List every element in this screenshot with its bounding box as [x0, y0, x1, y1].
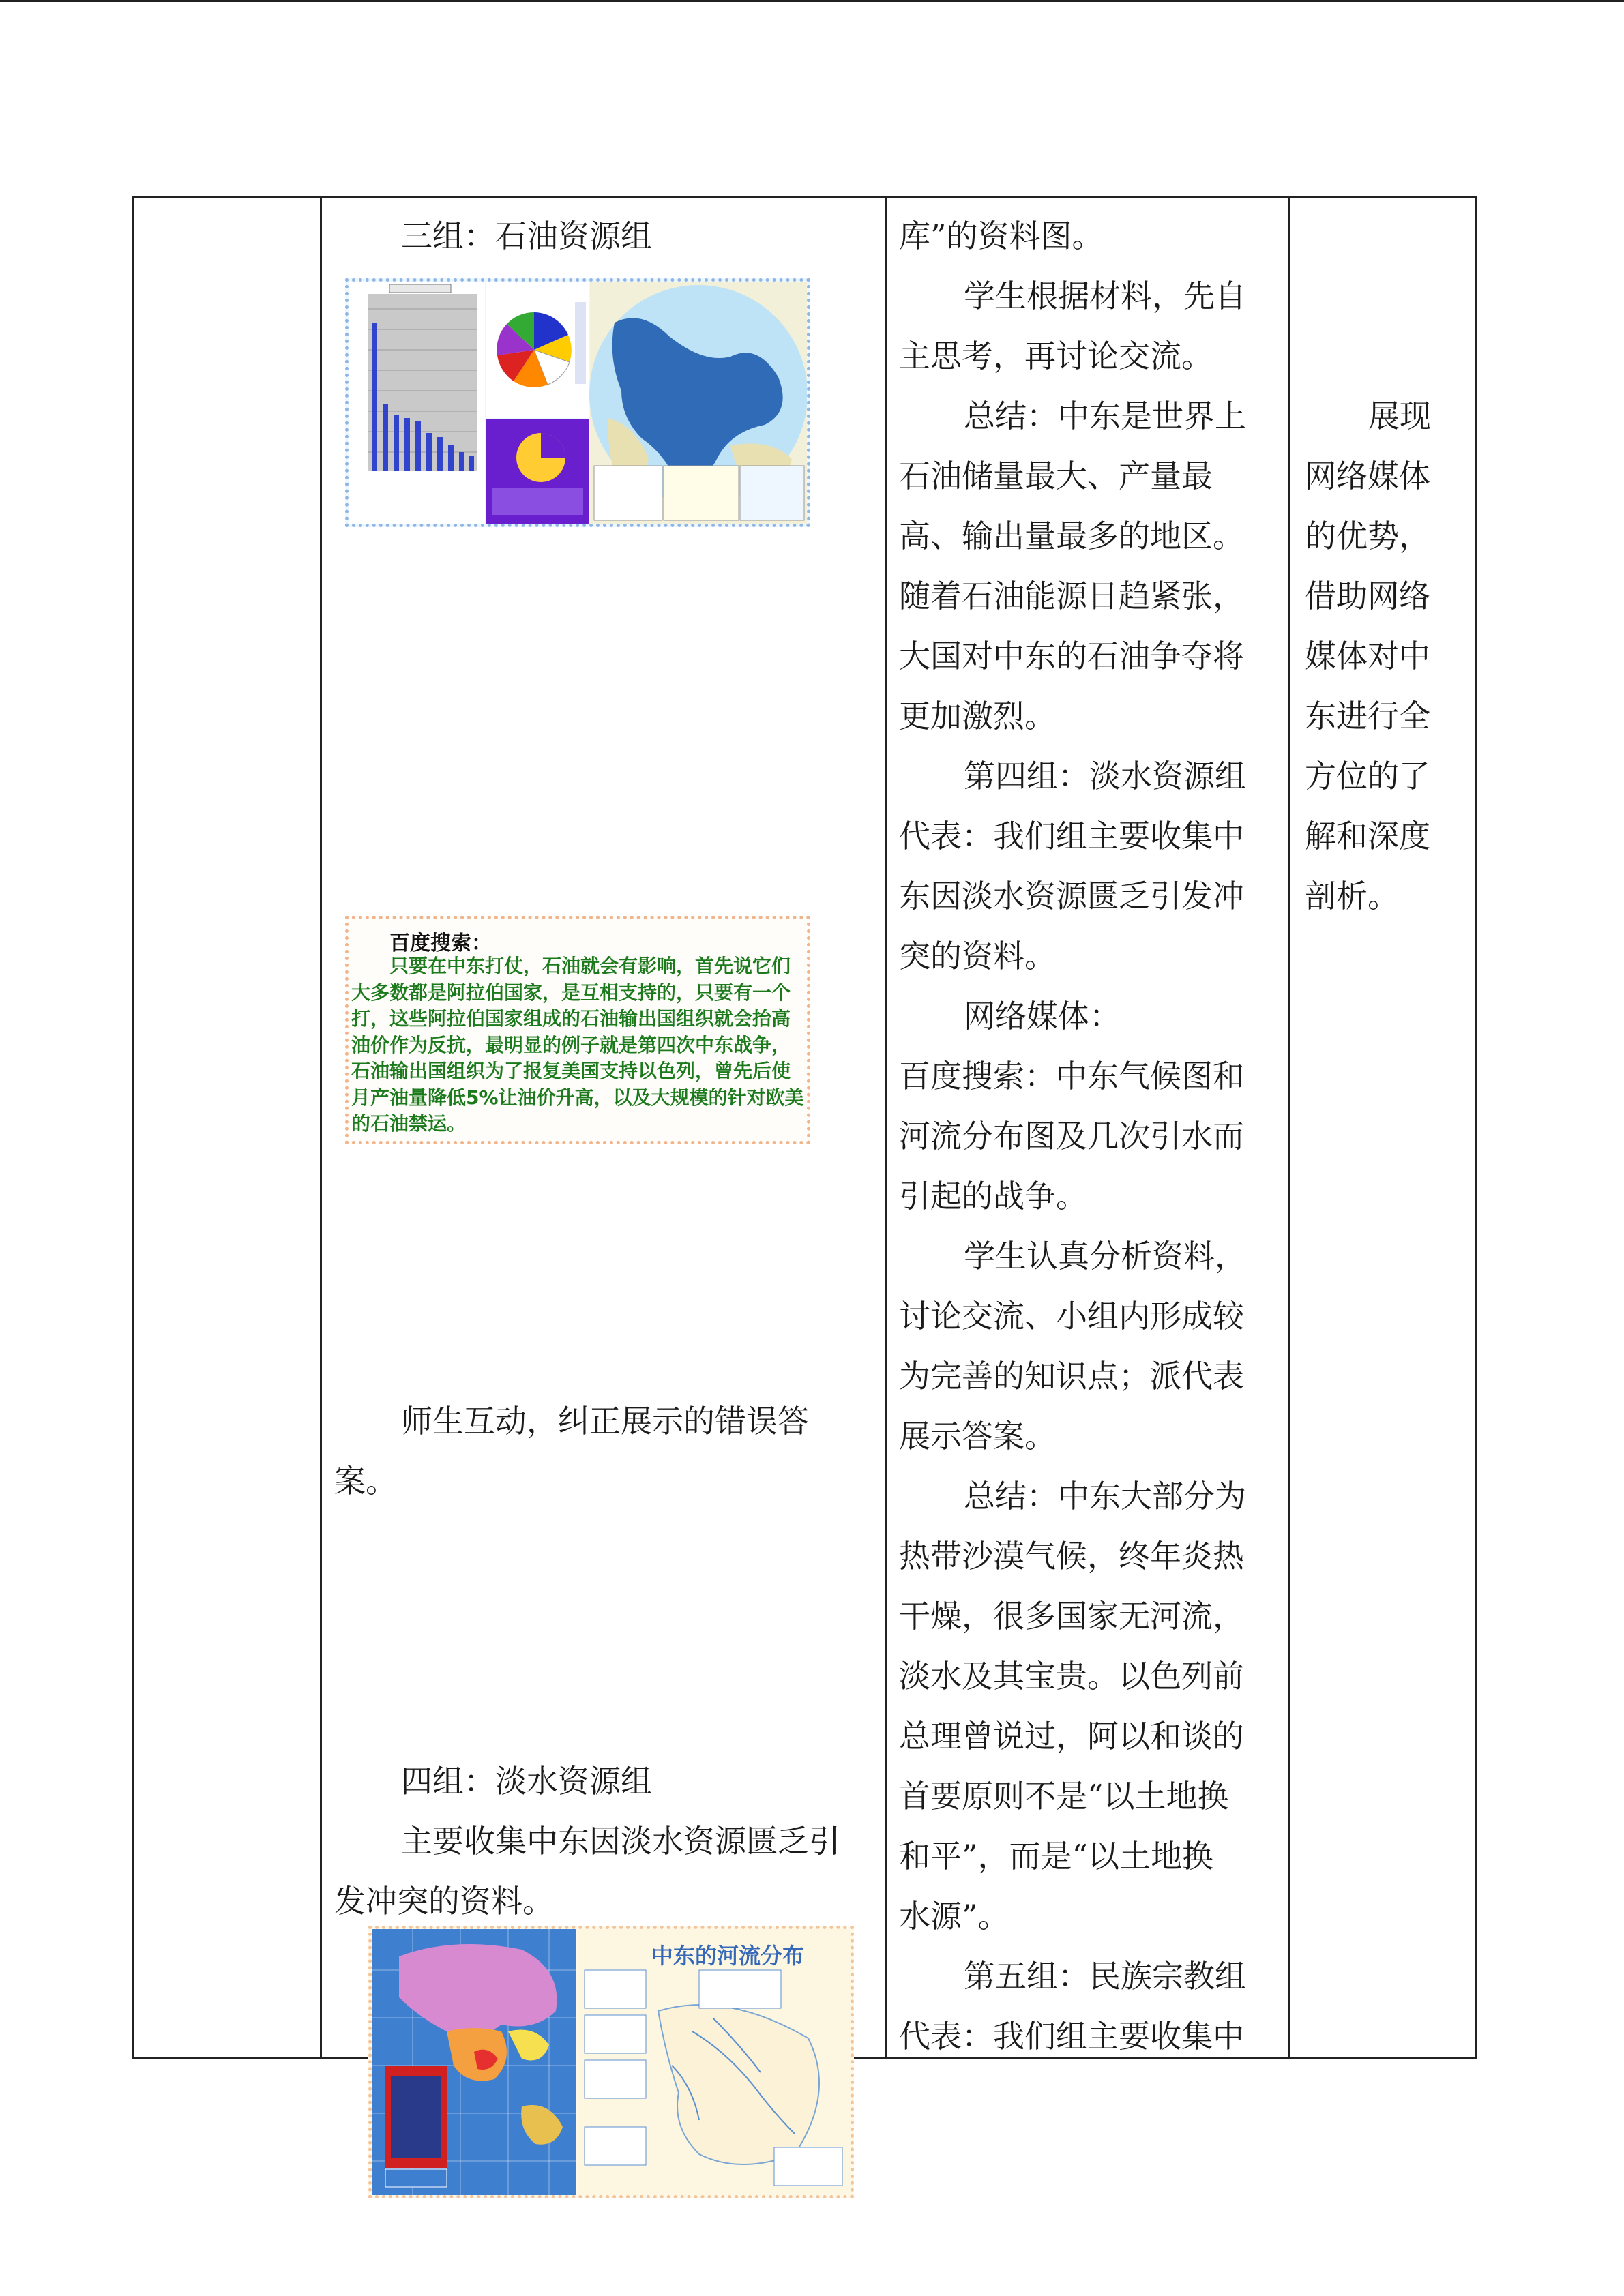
climate-inset-label [385, 2169, 447, 2187]
col3-line: 总理曾说过，阿以和谈的 [899, 1718, 1244, 1755]
river-map-title: 中东的河流分布 [651, 1943, 805, 1969]
baidu-title: 百度搜索： [389, 931, 492, 955]
col3-line: 干燥，很多国家无河流， [899, 1598, 1244, 1635]
group4-desc-2: 发冲突的资料。 [334, 1883, 554, 1920]
col3-line: 首要原则不是“以土地换 [899, 1778, 1229, 1815]
col3-line: 大国对中东的石油争夺将 [899, 638, 1244, 674]
interaction-line-2: 案。 [334, 1463, 397, 1500]
river-note-6 [774, 2147, 842, 2186]
river-note-3 [585, 2060, 646, 2098]
col3-line: 为完善的知识点；派代表 [899, 1358, 1244, 1395]
col3-line: 淡水及其宝贵。以色列前 [899, 1658, 1244, 1695]
col4-line: 借助网络 [1305, 578, 1430, 614]
group4-desc-1: 主要收集中东因淡水资源匮乏引 [401, 1823, 840, 1860]
baidu-line: 月产油量降低5%让油价升高，以及大规模的针对欧美 [351, 1086, 804, 1109]
bar-chart-title-box [389, 284, 451, 293]
col3-line: 更加激烈。 [899, 698, 1056, 734]
pie-chart [497, 312, 572, 387]
group4-title: 四组：淡水资源组 [401, 1763, 652, 1800]
col3-line: 总结：中东是世界上 [964, 398, 1246, 434]
baidu-search-box [345, 916, 810, 1144]
col4-line: 东进行全 [1305, 698, 1430, 734]
map-legend-1 [664, 466, 739, 520]
climate-inset-chart [391, 2076, 441, 2158]
col4-line: 媒体对中 [1305, 638, 1430, 674]
col3-line: 代表：我们组主要收集中 [899, 2018, 1244, 2055]
river-note-1 [585, 1970, 646, 2008]
purple-panel-caption [492, 488, 583, 515]
col3-line: 热带沙漠气候，终年炎热 [899, 1538, 1244, 1575]
col3-line: 石油储量最大、产量最 [899, 458, 1213, 494]
group3-title: 三组：石油资源组 [401, 218, 652, 254]
col3-line: 水源”。 [899, 1898, 1009, 1935]
oil-resource-image [345, 278, 810, 527]
col4-line: 网络媒体 [1305, 458, 1430, 494]
col3-line: 第四组：淡水资源组 [964, 758, 1246, 794]
col3-line: 展示答案。 [899, 1418, 1056, 1455]
col3-line: 讨论交流、小组内形成较 [899, 1298, 1244, 1335]
col4-line: 解和深度 [1305, 818, 1430, 854]
baidu-line: 石油输出国组织为了报复美国支持以色列，曾先后使 [351, 1060, 791, 1082]
col3-line: 网络媒体： [964, 998, 1121, 1034]
column-divider-1 [320, 198, 322, 2057]
river-note-5 [699, 1970, 781, 2008]
col3-line: 引起的战争。 [899, 1178, 1087, 1214]
oil-resource-figure [349, 282, 807, 524]
col3-line: 第五组：民族宗教组 [964, 1958, 1246, 1995]
river-note-2 [585, 2015, 646, 2053]
col3-line: 随着石油能源日趋紧张， [899, 578, 1244, 614]
col3-line: 代表：我们组主要收集中 [899, 818, 1244, 854]
pie-legend [575, 302, 586, 384]
col3-line: 总结：中东大部分为 [964, 1478, 1246, 1515]
col3-line: 学生根据材料，先自 [964, 278, 1246, 314]
col3-line: 突的资料。 [899, 938, 1056, 974]
col3-line: 高、输出量最多的地区。 [899, 518, 1244, 554]
col3-line: 百度搜索：中东气候图和 [899, 1058, 1244, 1094]
col3-line: 和平”，而是“以土地换 [899, 1838, 1214, 1875]
baidu-line: 大多数都是阿拉伯国家，是互相支持的，只要有一个 [351, 981, 791, 1004]
col3-line: 学生认真分析资料， [964, 1238, 1246, 1274]
col4-line: 方位的了 [1305, 758, 1430, 794]
water-resource-image [368, 1926, 854, 2198]
col4-line: 展现 [1368, 398, 1431, 434]
baidu-line: 只要在中东打仗，石油就会有影响，首先说它们 [389, 955, 791, 977]
baidu-line: 油价作为反抗，最明显的例子就是第四次中东战争， [351, 1033, 791, 1056]
col3-line: 东因淡水资源匮乏引发冲 [899, 878, 1244, 914]
col4-line: 剖析。 [1305, 878, 1399, 914]
col4-line: 的优势， [1305, 518, 1430, 554]
baidu-body [351, 953, 807, 1137]
baidu-line: 的石油禁运。 [351, 1112, 467, 1135]
col3-line: 河流分布图及几次引水而 [899, 1118, 1244, 1154]
col3-line: 主思考，再讨论交流。 [899, 338, 1213, 374]
column-divider-3 [1288, 198, 1290, 2057]
interaction-line-1: 师生互动，纠正展示的错误答 [401, 1403, 809, 1440]
map-inset-chart [594, 466, 662, 520]
col3-line: 库”的资料图。 [899, 218, 1104, 254]
page-top-border [0, 0, 1624, 2]
river-note-4 [585, 2127, 646, 2165]
baidu-line: 打，这些阿拉伯国家组成的石油输出国组织就会抬高 [351, 1007, 791, 1030]
map-legend-2 [740, 466, 804, 520]
column-divider-2 [885, 198, 887, 2057]
